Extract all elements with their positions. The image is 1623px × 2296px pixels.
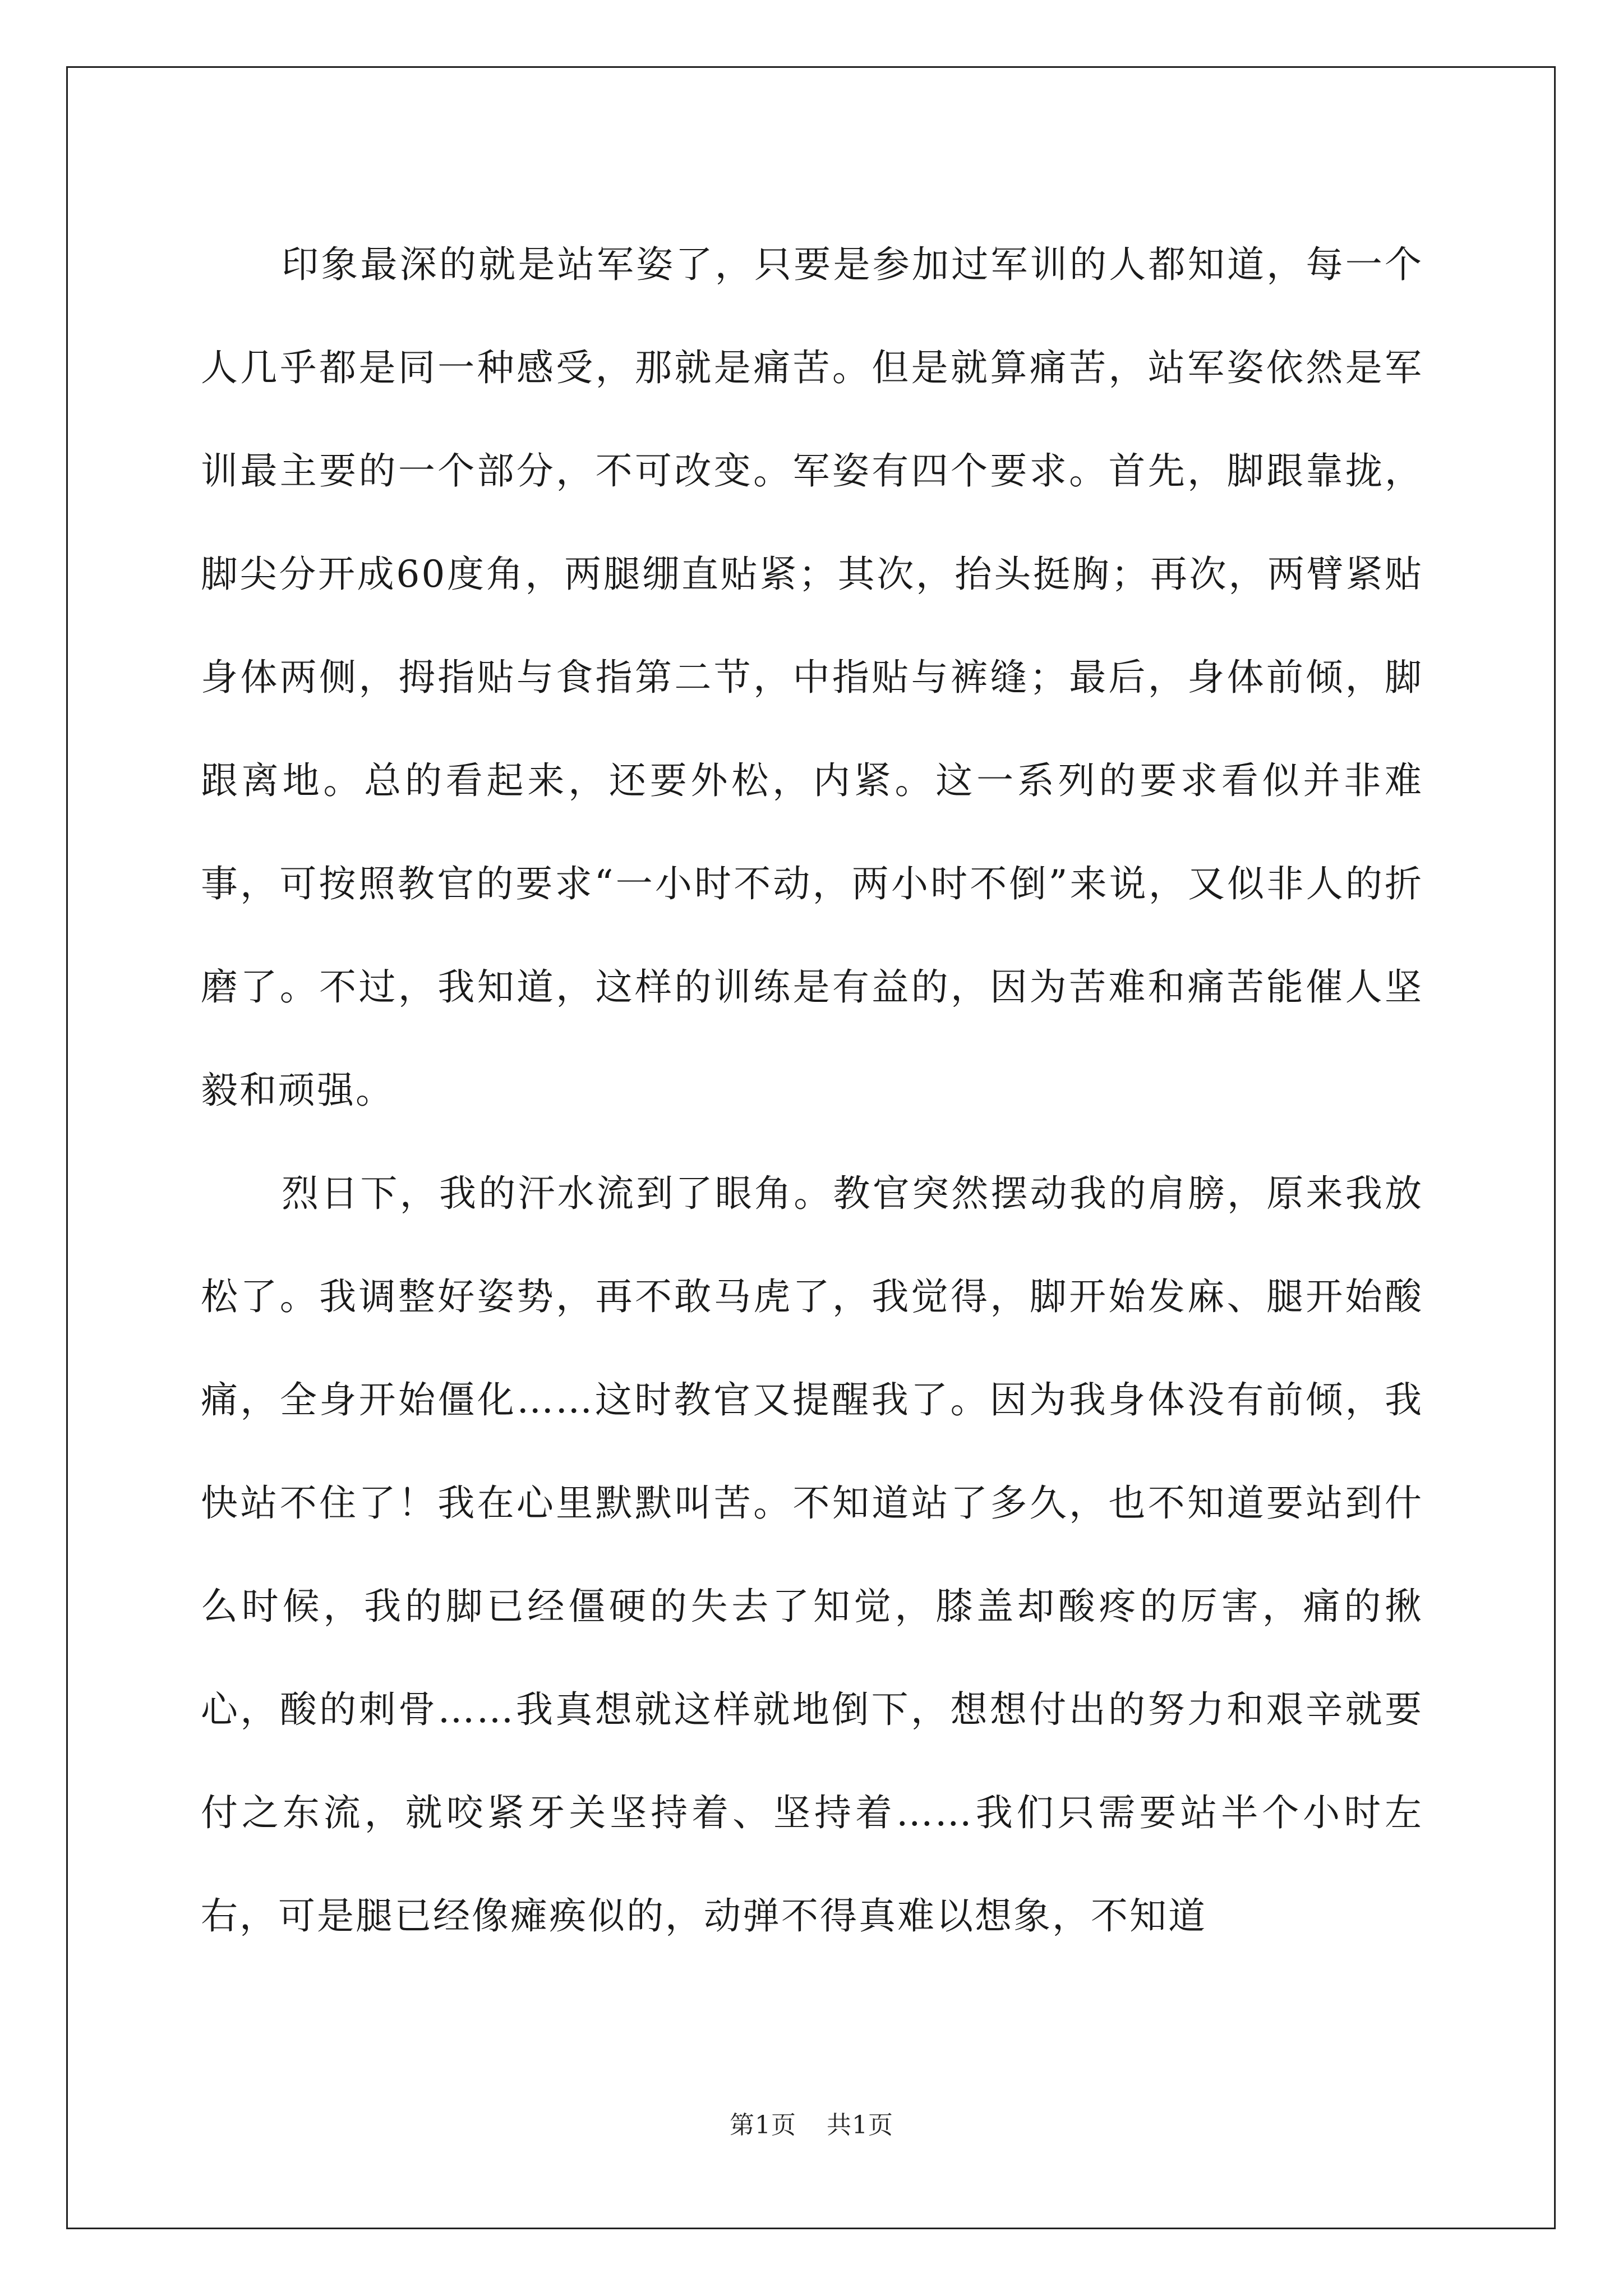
document-body — [201, 213, 1423, 1968]
page-total: 共1页 — [827, 2111, 893, 2139]
page-number: 第1页 — [730, 2111, 796, 2139]
page-footer — [0, 2105, 1623, 2141]
paragraph-1: 印象最深的就是站军姿了，只要是参加过军训的人都知道，每一个人几乎都是同一种感受，那就是痛苦。但是就算痛苦，站军姿依然是军训最主要的一个部分，不可改变。军姿有四个要求。首先，脚跟靠拢，脚尖分开成60度角，两腿绷直贴紧；其次，抬头挺胸；再次，两臂紧贴身体两侧，拇指贴与食指第二节，中指贴与裤缝；最后，身体前倾，脚跟离地。总的看起来，还要外松，内紧。这一系列的要求看似并非难事，可按照教官的要求“一小时不动，两小时不倒”来说，又似非人的折磨了。不过，我知道，这样的训练是有益的，因为苦难和痛苦能催人坚毅和顽强。 — [201, 243, 1423, 1112]
paragraph-2: 烈日下，我的汗水流到了眼角。教官突然摆动我的肩膀，原来我放松了。我调整好姿势，再不敢马虎了，我觉得，脚开始发麻、腿开始酸痛，全身开始僵化……这时教官又提醒我了。因为我身体没有前倾，我快站不住了！我在心里默默叫苦。不知道站了多久，也不知道要站到什么时候，我的脚已经僵硬的失去了知觉，膝盖却酸疼的厉害，痛的揪心，酸的刺骨……我真想就这样就地倒下，想想付出的努力和艰辛就要付之东流，就咬紧牙关坚持着、坚持着……我们只需要站半个小时左右，可是腿已经像瘫痪似的，动弹不得真难以想象，不知道 — [201, 1172, 1423, 1938]
